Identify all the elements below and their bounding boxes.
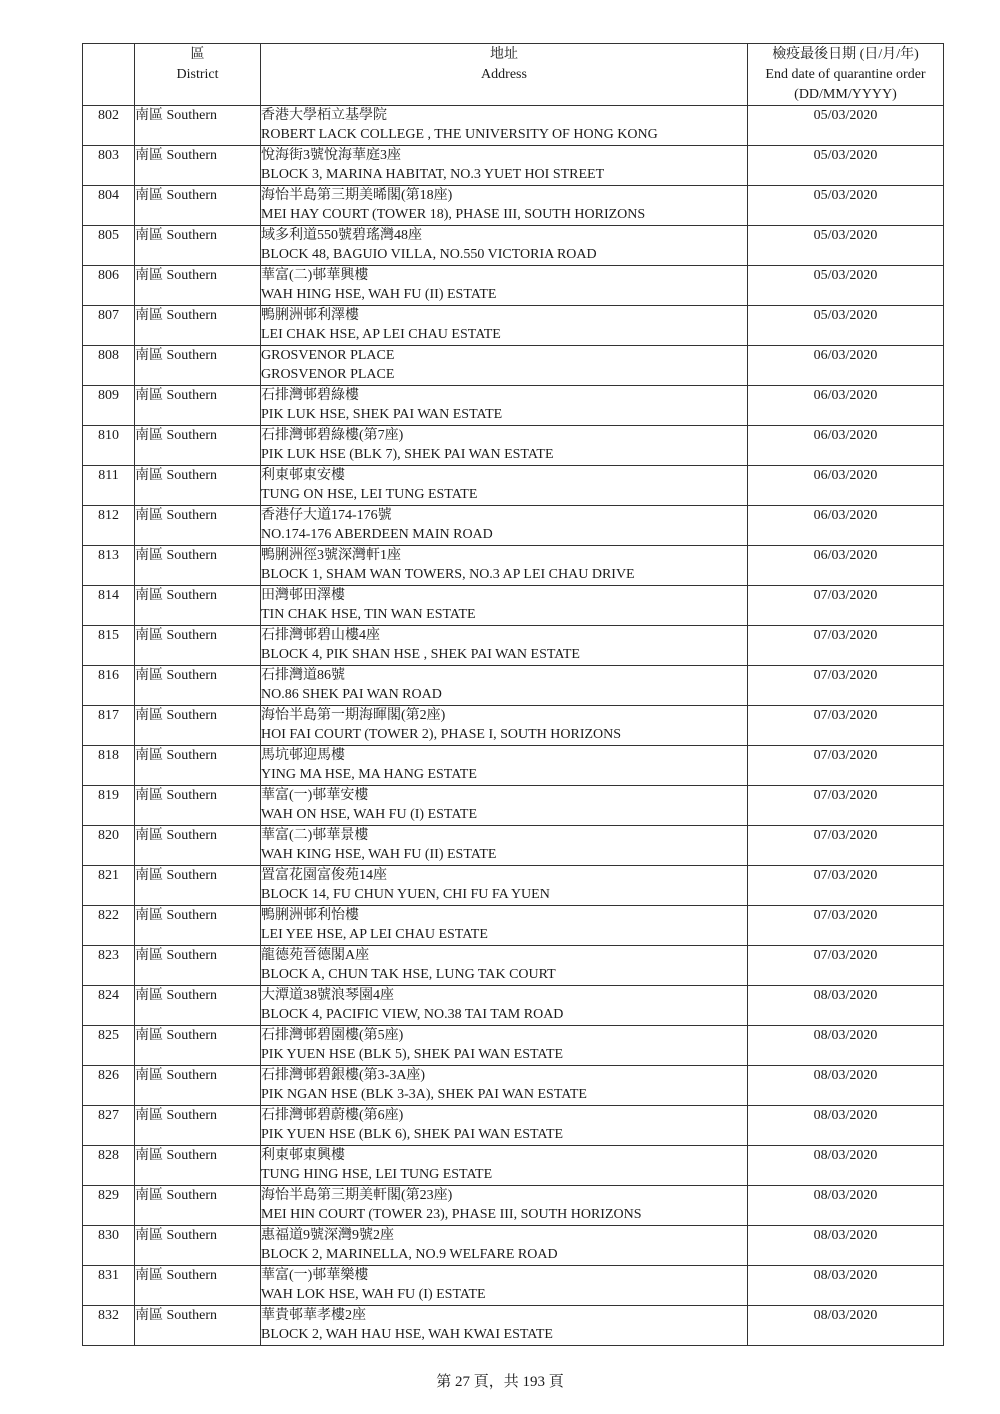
row-district: 南區 Southern: [135, 866, 261, 906]
row-district: 南區 Southern: [135, 266, 261, 306]
row-district: 南區 Southern: [135, 1226, 261, 1266]
row-end-date: 05/03/2020: [748, 146, 944, 186]
row-end-date: 08/03/2020: [748, 1026, 944, 1066]
table-row: [83, 306, 944, 346]
row-address: [261, 1226, 748, 1266]
row-district: 南區 Southern: [135, 186, 261, 226]
row-address: [261, 106, 748, 146]
row-end-date: 08/03/2020: [748, 1146, 944, 1186]
row-address-en: PIK YUEN HSE (BLK 6), SHEK PAI WAN ESTATE: [261, 1127, 564, 1142]
row-address-zh: 石排灣邨碧綠樓: [261, 388, 359, 403]
row-district: 南區 Southern: [135, 1186, 261, 1226]
row-district: 南區 Southern: [135, 1066, 261, 1106]
row-number: 802: [83, 106, 135, 146]
row-end-date: 05/03/2020: [748, 226, 944, 266]
table-header-row: [83, 44, 944, 106]
row-address-zh: 海怡半島第三期美軒閣(第23座): [261, 1188, 453, 1203]
row-number: 825: [83, 1026, 135, 1066]
row-number: 827: [83, 1106, 135, 1146]
row-district: 南區 Southern: [135, 146, 261, 186]
row-address-zh: 華貴邨華孝樓2座: [261, 1308, 366, 1323]
row-address-zh: 利東邨東安樓: [261, 468, 345, 483]
row-number: 829: [83, 1186, 135, 1226]
row-address-en: HOI FAI COURT (TOWER 2), PHASE I, SOUTH HORIZONS: [261, 727, 622, 742]
row-district: 南區 Southern: [135, 1106, 261, 1146]
row-address-zh: 利東邨東興樓: [261, 1148, 345, 1163]
row-end-date: 07/03/2020: [748, 946, 944, 986]
row-address: [261, 426, 748, 466]
row-address-en: BLOCK 1, SHAM WAN TOWERS, NO.3 AP LEI CHAU DRIVE: [261, 567, 635, 582]
row-number: 815: [83, 626, 135, 666]
row-address-en: YING MA HSE, MA HANG ESTATE: [261, 767, 477, 782]
row-address-en: TIN CHAK HSE, TIN WAN ESTATE: [261, 607, 476, 622]
table-row: [83, 906, 944, 946]
table-row: [83, 826, 944, 866]
row-address: [261, 1106, 748, 1146]
row-number: 812: [83, 506, 135, 546]
row-number: 823: [83, 946, 135, 986]
row-address-en: WAH KING HSE, WAH FU (II) ESTATE: [261, 847, 497, 862]
row-end-date: 07/03/2020: [748, 906, 944, 946]
row-address: [261, 946, 748, 986]
row-address-en: WAH HING HSE, WAH FU (II) ESTATE: [261, 287, 497, 302]
row-address-en: PIK LUK HSE, SHEK PAI WAN ESTATE: [261, 407, 503, 422]
table-row: [83, 1226, 944, 1266]
row-address: [261, 1026, 748, 1066]
table-row: [83, 506, 944, 546]
row-address-en: MEI HIN COURT (TOWER 23), PHASE III, SOUTH HORIZONS: [261, 1207, 642, 1222]
header-address-en: Address: [481, 67, 527, 82]
header-district-zh: 區: [190, 47, 205, 62]
table-row: [83, 946, 944, 986]
header-date-format: (DD/MM/YYYY): [794, 87, 897, 102]
row-address-zh: 置富花園富俊苑14座: [261, 868, 387, 883]
row-district: 南區 Southern: [135, 226, 261, 266]
table-row: [83, 186, 944, 226]
row-address-en: BLOCK 2, WAH HAU HSE, WAH KWAI ESTATE: [261, 1327, 553, 1342]
row-address: [261, 866, 748, 906]
table-row: [83, 666, 944, 706]
table-row: [83, 706, 944, 746]
row-address-zh: 石排灣邨碧銀樓(第3-3A座): [261, 1068, 426, 1083]
row-address-en: PIK NGAN HSE (BLK 3-3A), SHEK PAI WAN ESTATE: [261, 1087, 587, 1102]
row-number: 811: [83, 466, 135, 506]
row-address: [261, 1266, 748, 1306]
row-end-date: 05/03/2020: [748, 266, 944, 306]
row-end-date: 08/03/2020: [748, 1066, 944, 1106]
row-address-en: BLOCK 4, PACIFIC VIEW, NO.38 TAI TAM ROAD: [261, 1007, 564, 1022]
row-address-zh: 鴨脷洲邨利怡樓: [261, 908, 359, 923]
row-district: 南區 Southern: [135, 386, 261, 426]
row-address-zh: 惠福道9號深灣9號2座: [261, 1228, 394, 1243]
row-end-date: 06/03/2020: [748, 546, 944, 586]
row-district: 南區 Southern: [135, 586, 261, 626]
row-district: 南區 Southern: [135, 306, 261, 346]
row-address-en: LEI CHAK HSE, AP LEI CHAU ESTATE: [261, 327, 501, 342]
row-address: [261, 786, 748, 826]
page-number: 第 27 頁，共 193 頁: [436, 1374, 564, 1390]
row-number: 832: [83, 1306, 135, 1346]
header-no: [83, 44, 135, 106]
row-address-zh: 華富(一)邨華安樓: [261, 788, 369, 803]
row-end-date: 05/03/2020: [748, 106, 944, 146]
table-row: [83, 986, 944, 1026]
row-district: 南區 Southern: [135, 1306, 261, 1346]
header-district-en: District: [176, 67, 219, 82]
row-address-en: BLOCK 48, BAGUIO VILLA, NO.550 VICTORIA ROAD: [261, 247, 597, 262]
table-row: [83, 346, 944, 386]
row-end-date: 07/03/2020: [748, 826, 944, 866]
table-row: [83, 626, 944, 666]
row-address-zh: 華富(二)邨華景樓: [261, 828, 369, 843]
row-number: 819: [83, 786, 135, 826]
row-address-en: WAH ON HSE, WAH FU (I) ESTATE: [261, 807, 477, 822]
row-district: 南區 Southern: [135, 906, 261, 946]
row-number: 831: [83, 1266, 135, 1306]
row-address: [261, 1146, 748, 1186]
table-row: [83, 466, 944, 506]
row-address-en: BLOCK A, CHUN TAK HSE, LUNG TAK COURT: [261, 967, 556, 982]
header-end-date: [748, 44, 944, 106]
table-row: [83, 386, 944, 426]
row-district: 南區 Southern: [135, 706, 261, 746]
row-end-date: 06/03/2020: [748, 386, 944, 426]
row-number: 828: [83, 1146, 135, 1186]
row-address: [261, 666, 748, 706]
row-address-zh: 香港仔大道174-176號: [261, 508, 392, 523]
row-district: 南區 Southern: [135, 426, 261, 466]
table-row: [83, 1186, 944, 1226]
row-number: 818: [83, 746, 135, 786]
header-district: [135, 44, 261, 106]
row-address-zh: 鴨脷洲邨利澤樓: [261, 308, 359, 323]
row-end-date: 07/03/2020: [748, 586, 944, 626]
row-address-en: BLOCK 3, MARINA HABITAT, NO.3 YUET HOI STREET: [261, 167, 605, 182]
row-district: 南區 Southern: [135, 546, 261, 586]
row-address-en: PIK YUEN HSE (BLK 5), SHEK PAI WAN ESTATE: [261, 1047, 564, 1062]
row-address-en: NO.174-176 ABERDEEN MAIN ROAD: [261, 527, 493, 542]
row-district: 南區 Southern: [135, 626, 261, 666]
row-end-date: 06/03/2020: [748, 466, 944, 506]
row-address-zh: 域多利道550號碧瑤灣48座: [261, 228, 422, 243]
row-end-date: 05/03/2020: [748, 186, 944, 226]
row-district: 南區 Southern: [135, 346, 261, 386]
row-number: 807: [83, 306, 135, 346]
row-address: [261, 466, 748, 506]
row-address: [261, 1066, 748, 1106]
row-district: 南區 Southern: [135, 1266, 261, 1306]
row-number: 824: [83, 986, 135, 1026]
row-address-zh: 石排灣邨碧蔚樓(第6座): [261, 1108, 404, 1123]
row-district: 南區 Southern: [135, 506, 261, 546]
row-end-date: 05/03/2020: [748, 306, 944, 346]
table-row: [83, 106, 944, 146]
row-district: 南區 Southern: [135, 986, 261, 1026]
row-address-en: LEI YEE HSE, AP LEI CHAU ESTATE: [261, 927, 488, 942]
header-date-en: End date of quarantine order: [765, 67, 926, 82]
row-address-zh: 華富(一)邨華樂樓: [261, 1268, 369, 1283]
table-row: [83, 866, 944, 906]
row-end-date: 07/03/2020: [748, 786, 944, 826]
row-number: 808: [83, 346, 135, 386]
row-end-date: 07/03/2020: [748, 666, 944, 706]
row-address: [261, 346, 748, 386]
row-end-date: 07/03/2020: [748, 866, 944, 906]
table-row: [83, 1066, 944, 1106]
row-end-date: 06/03/2020: [748, 506, 944, 546]
row-number: 821: [83, 866, 135, 906]
row-number: 803: [83, 146, 135, 186]
row-address-zh: 石排灣道86號: [261, 668, 345, 683]
row-address-zh: 香港大學栢立基學院: [261, 108, 387, 123]
table-row: [83, 1026, 944, 1066]
row-end-date: 07/03/2020: [748, 626, 944, 666]
row-address: [261, 386, 748, 426]
row-address: [261, 746, 748, 786]
row-address-en: GROSVENOR PLACE: [261, 367, 395, 382]
table-row: [83, 226, 944, 266]
row-district: 南區 Southern: [135, 786, 261, 826]
row-address: [261, 226, 748, 266]
row-address: [261, 986, 748, 1026]
table-row: [83, 786, 944, 826]
header-address: [261, 44, 748, 106]
row-address-en: BLOCK 14, FU CHUN YUEN, CHI FU FA YUEN: [261, 887, 550, 902]
row-number: 822: [83, 906, 135, 946]
row-address: [261, 1306, 748, 1346]
table-row: [83, 426, 944, 466]
row-end-date: 08/03/2020: [748, 1306, 944, 1346]
table-row: [83, 586, 944, 626]
table-row: [83, 546, 944, 586]
row-address: [261, 586, 748, 626]
row-end-date: 08/03/2020: [748, 1106, 944, 1146]
row-end-date: 06/03/2020: [748, 346, 944, 386]
row-address-en: ROBERT LACK COLLEGE , THE UNIVERSITY OF HONG KONG: [261, 127, 658, 142]
row-address-en: NO.86 SHEK PAI WAN ROAD: [261, 687, 442, 702]
table-row: [83, 1146, 944, 1186]
row-address: [261, 1186, 748, 1226]
row-address-en: TUNG ON HSE, LEI TUNG ESTATE: [261, 487, 478, 502]
row-district: 南區 Southern: [135, 746, 261, 786]
header-date-zh: 檢疫最後日期 (日/月/年): [772, 47, 919, 62]
row-address: [261, 906, 748, 946]
table-row: [83, 1306, 944, 1346]
table-row: [83, 266, 944, 306]
header-address-zh: 地址: [490, 47, 518, 62]
row-district: 南區 Southern: [135, 466, 261, 506]
row-address-zh: 石排灣邨碧園樓(第5座): [261, 1028, 404, 1043]
row-address-en: BLOCK 4, PIK SHAN HSE , SHEK PAI WAN ESTATE: [261, 647, 580, 662]
row-address: [261, 546, 748, 586]
row-address: [261, 626, 748, 666]
row-number: 820: [83, 826, 135, 866]
row-address-zh: 石排灣邨碧綠樓(第7座): [261, 428, 404, 443]
table-row: [83, 1106, 944, 1146]
row-number: 813: [83, 546, 135, 586]
row-address-en: MEI HAY COURT (TOWER 18), PHASE III, SOUTH HORIZONS: [261, 207, 646, 222]
table-row: [83, 146, 944, 186]
row-number: 809: [83, 386, 135, 426]
row-district: 南區 Southern: [135, 826, 261, 866]
row-end-date: 08/03/2020: [748, 1226, 944, 1266]
row-address-zh: 悅海街3號悅海華庭3座: [261, 148, 401, 163]
table-body: [83, 106, 944, 1346]
row-number: 810: [83, 426, 135, 466]
row-number: 817: [83, 706, 135, 746]
row-address-zh: 龍德苑晉德閣A座: [261, 948, 370, 963]
row-number: 814: [83, 586, 135, 626]
row-number: 806: [83, 266, 135, 306]
row-address-zh: GROSVENOR PLACE: [261, 348, 395, 363]
row-number: 816: [83, 666, 135, 706]
row-end-date: 08/03/2020: [748, 986, 944, 1026]
row-end-date: 07/03/2020: [748, 746, 944, 786]
row-address-en: TUNG HING HSE, LEI TUNG ESTATE: [261, 1167, 493, 1182]
row-address-zh: 華富(二)邨華興樓: [261, 268, 369, 283]
row-number: 830: [83, 1226, 135, 1266]
row-address-zh: 馬坑邨迎馬樓: [261, 748, 345, 763]
row-address-en: BLOCK 2, MARINELLA, NO.9 WELFARE ROAD: [261, 1247, 558, 1262]
row-number: 804: [83, 186, 135, 226]
row-end-date: 08/03/2020: [748, 1266, 944, 1306]
row-address-zh: 海怡半島第三期美晞閣(第18座): [261, 188, 453, 203]
row-address: [261, 306, 748, 346]
row-number: 805: [83, 226, 135, 266]
row-address-zh: 田灣邨田澤樓: [261, 588, 345, 603]
row-district: 南區 Southern: [135, 666, 261, 706]
row-district: 南區 Southern: [135, 946, 261, 986]
row-address: [261, 186, 748, 226]
row-address: [261, 266, 748, 306]
row-address: [261, 706, 748, 746]
row-district: 南區 Southern: [135, 106, 261, 146]
row-end-date: 07/03/2020: [748, 706, 944, 746]
row-end-date: 06/03/2020: [748, 426, 944, 466]
row-address-en: PIK LUK HSE (BLK 7), SHEK PAI WAN ESTATE: [261, 447, 554, 462]
row-address-zh: 石排灣邨碧山樓4座: [261, 628, 380, 643]
row-address: [261, 506, 748, 546]
quarantine-address-table: [82, 43, 944, 1346]
row-address-zh: 鴨脷洲徑3號深灣軒1座: [261, 548, 401, 563]
row-district: 南區 Southern: [135, 1146, 261, 1186]
row-number: 826: [83, 1066, 135, 1106]
table-row: [83, 746, 944, 786]
row-address-zh: 大潭道38號浪琴園4座: [261, 988, 394, 1003]
row-address-zh: 海怡半島第一期海暉閣(第2座): [261, 708, 446, 723]
row-address: [261, 146, 748, 186]
row-address: [261, 826, 748, 866]
table-row: [83, 1266, 944, 1306]
row-address-en: WAH LOK HSE, WAH FU (I) ESTATE: [261, 1287, 486, 1302]
row-end-date: 08/03/2020: [748, 1186, 944, 1226]
row-district: 南區 Southern: [135, 1026, 261, 1066]
